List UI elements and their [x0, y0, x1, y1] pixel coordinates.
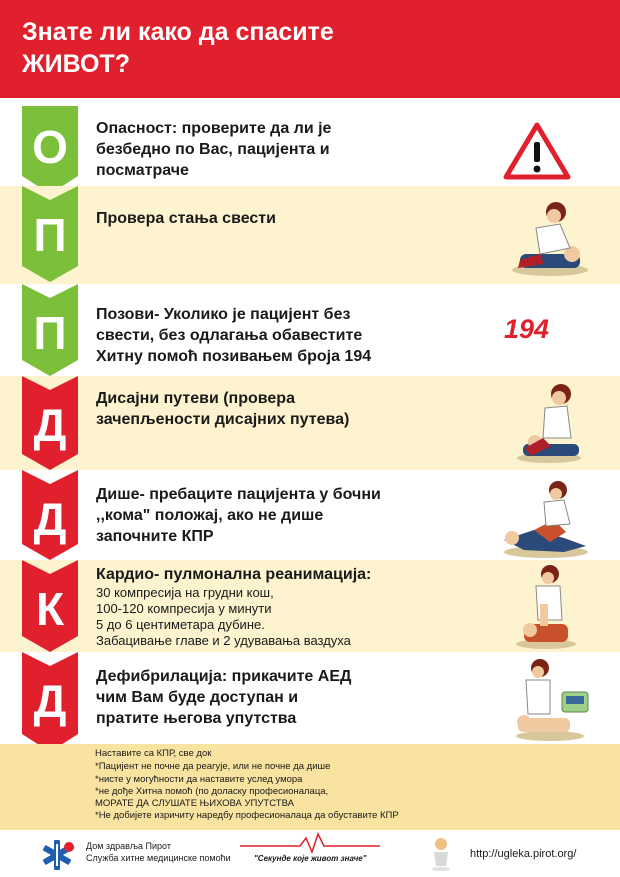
star-of-life-icon [36, 838, 78, 872]
step-line: чим Вам буде доступан и [96, 689, 299, 706]
step-line: започните КПР [96, 528, 214, 545]
recovery-position-illustration [494, 480, 594, 560]
notes-line: МОРАТЕ ДА СЛУШАТЕ ЊИХОВА УПУТСТВА [95, 798, 294, 809]
chevron-d-3 [22, 652, 78, 752]
step-text [96, 118, 331, 181]
notes-line: *нисте у могућности да наставите услед умора [95, 774, 303, 785]
warning-triangle-icon [503, 122, 571, 180]
notes-panel [0, 744, 620, 830]
org-line: Служба хитне медицинске помоћи [86, 853, 231, 863]
step-line: Провера стања свести [96, 210, 276, 227]
org-line: Дом здравља Пирот [86, 841, 171, 851]
step-line: пратите његова упутства [96, 710, 297, 727]
step-row-2 [0, 186, 620, 284]
consciousness-check-illustration [500, 198, 590, 280]
chevron-letter: К [35, 583, 65, 635]
chevron-o [22, 106, 78, 194]
step-line: ,,кома" положај, ако не дише [96, 507, 324, 524]
step-row-4 [0, 376, 620, 470]
step-line: Опасност: проверите да ли је [96, 120, 332, 137]
step-line: Дише- пребаците пацијента у бочни [96, 486, 381, 503]
step-line: безбедно по Вас, пацијента и [96, 141, 330, 158]
chevron-k [22, 560, 78, 652]
chevron-p [22, 186, 78, 284]
defibrillator-illustration [510, 658, 594, 742]
step-line: посматраче [96, 162, 189, 179]
step-row-7 [0, 652, 620, 744]
step-row-5 [0, 470, 620, 560]
step-line: Кардио- пулмонална реанимација: [96, 566, 372, 583]
cpr-compressions-illustration [510, 564, 580, 650]
figure-icon [428, 836, 454, 872]
notes-line: *не дође Хитна помоћ (по доласку професионалаца, [95, 786, 329, 797]
step-row-1 [0, 98, 620, 186]
notes-line: *Пацијент не почне да реагује, или не почне да дише [95, 761, 331, 772]
chevron-d [22, 376, 78, 470]
org-name [86, 840, 231, 864]
chevron-letter: П [33, 307, 67, 359]
airway-check-illustration [505, 382, 585, 466]
step-text [96, 564, 371, 649]
slogan: "Секунде које живот значе" [254, 854, 367, 863]
step-subline: 100-120 компресија у минути [96, 601, 272, 616]
chevron-letter: О [32, 121, 68, 173]
chevron-letter: П [33, 209, 67, 261]
step-text [96, 304, 371, 367]
emergency-number: 194 [504, 314, 550, 344]
step-line: Позови- Уколико је пацијент без [96, 306, 351, 323]
chevron-d-2 [22, 470, 78, 560]
step-line: Хитну помоћ позивањем броја 194 [96, 348, 372, 365]
step-text [96, 208, 276, 229]
step-line: зачепљености дисајних путева) [96, 411, 350, 428]
page-title [22, 16, 582, 80]
step-text [96, 388, 349, 430]
step-subline: Забацивање главе и 2 удувавања ваздуха [96, 633, 351, 648]
step-line: Дефибрилација: прикачите АЕД [96, 668, 352, 685]
website-link[interactable]: http://ugleka.pirot.org/ [470, 848, 577, 860]
header-banner [0, 0, 620, 98]
step-row-3 [0, 284, 620, 376]
step-text [96, 666, 351, 729]
chevron-letter: Д [33, 493, 67, 545]
step-line: свести, без одлагања обавестите [96, 327, 363, 344]
footer [0, 830, 620, 877]
chevron-p-2 [22, 284, 78, 376]
notes-line: Наставите са КПР, све док [95, 748, 212, 759]
chevron-letter: Д [33, 399, 67, 451]
chevron-letter: Д [33, 675, 67, 727]
heartbeat-line-icon [240, 832, 380, 854]
step-subline: 30 компресија на грудни кош, [96, 585, 274, 600]
step-text [96, 484, 381, 547]
step-subline: 5 до 6 центиметара дубине. [96, 617, 265, 632]
step-line: Дисајни путеви (провера [96, 390, 295, 407]
step-row-6 [0, 560, 620, 652]
title-line-2: ЖИВОТ? [22, 50, 130, 78]
notes-line: *Не добијете изричиту наредбу професионалаца да обуставите КПР [95, 810, 399, 821]
title-line-1: Знате ли како да спасите [22, 18, 334, 46]
